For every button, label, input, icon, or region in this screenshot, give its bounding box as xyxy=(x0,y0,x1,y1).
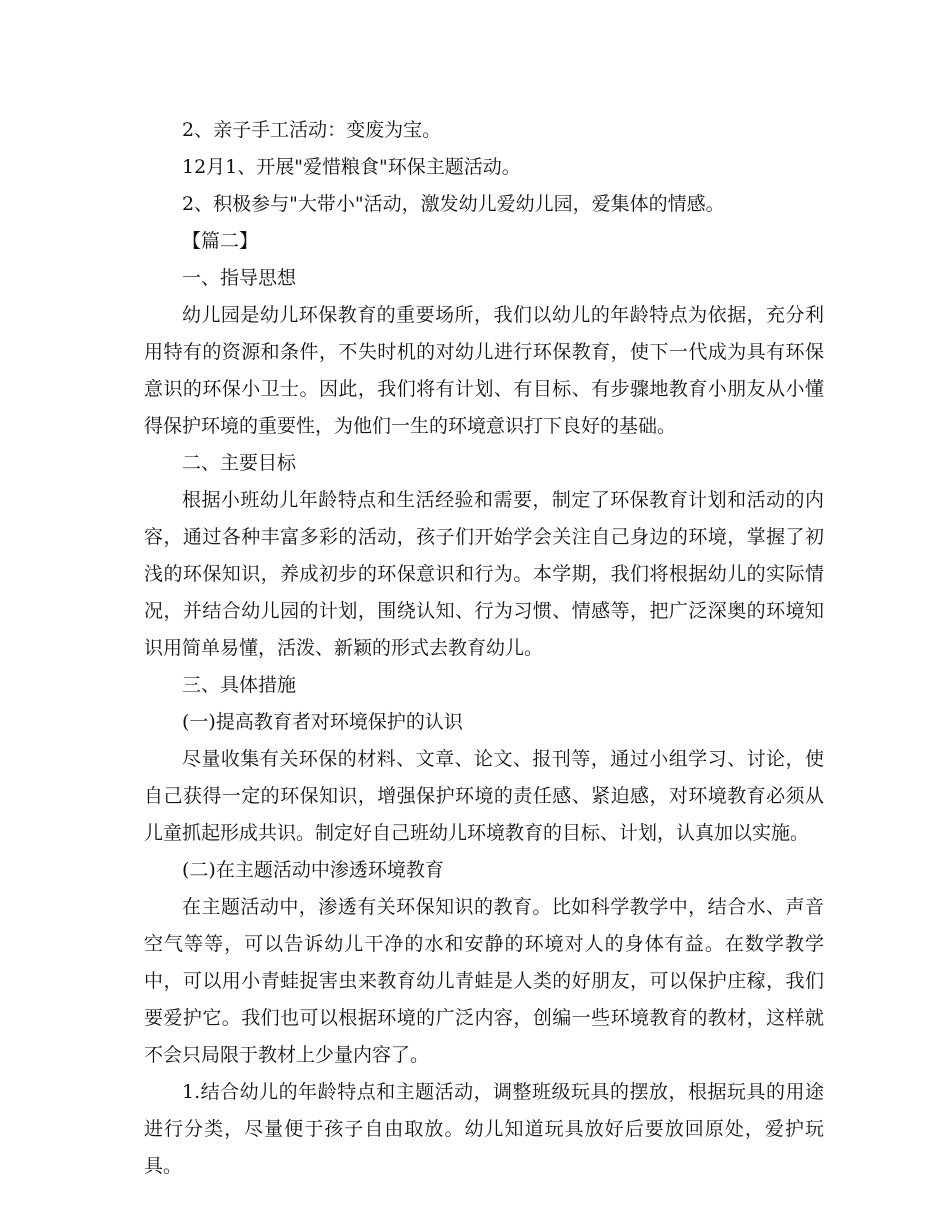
subheading-educator-awareness: (一)提高教育者对环境保护的认识 xyxy=(182,711,463,733)
paragraph-toy-arrangement: 1.结合幼儿的年龄特点和主题活动，调整班级玩具的摆放，根据玩具的用途进行分类，尽量便于孩子自由取放。幼儿知道玩具放好后要放回原处，爱护玩具。 xyxy=(144,1081,824,1177)
paragraph-guiding-ideology: 幼儿园是幼儿环保教育的重要场所，我们以幼儿的年龄特点为依据，充分利用特有的资源和条件，不失时机的对幼儿进行环保教育，使下一代成为具有环保意识的环保小卫士。因此，我们将有计划、有目标、有步骤地教育小朋友从小懂得保护环境的重要性，为他们一生的环境意识打下良好的基础。 xyxy=(144,304,824,437)
paragraph-handcraft-activity: 2、亲子手工活动：变废为宝。 xyxy=(182,119,442,141)
paragraph-theme-activities: 在主题活动中，渗透有关环保知识的教育。比如科学教学中，结合水、声音空气等等，可以告诉幼儿干净的水和安静的环境对人的身体有益。在数学教学中，可以用小青蛙捉害虫来教育幼儿青蛙是人类的好朋友，可以保护庄稼，我们要爱护它。我们也可以根据环境的广泛内容，创编一些环境教育的教材，这样就不会只局限于教材上少量内容了。 xyxy=(144,896,824,1066)
heading-guiding-ideology: 一、指导思想 xyxy=(182,267,297,289)
heading-specific-measures: 三、具体措施 xyxy=(182,674,297,696)
section-heading-part-two: 【篇二】 xyxy=(182,230,259,252)
subheading-theme-activities: (二)在主题活动中渗透环境教育 xyxy=(182,859,444,881)
paragraph-main-goals: 根据小班幼儿年龄特点和生活经验和需要，制定了环保教育计划和活动的内容，通过各种丰富多彩的活动，孩子们开始学会关注自己身边的环境，掌握了初浅的环保知识，养成初步的环保意识和行为。本学期，我们将根据幼儿的实际情况，并结合幼儿园的计划，围绕认知、行为习惯、情感等，把广泛深奥的环境知识用简单易懂，活泼、新颖的形式去教育幼儿。 xyxy=(144,489,824,659)
paragraph-educator-awareness: 尽量收集有关环保的材料、文章、论文、报刊等，通过小组学习、讨论，使自己获得一定的环保知识，增强保护环境的责任感、紧迫感，对环境教育必须从儿童抓起形成共识。制定好自己班幼儿环境教育的目标、计划，认真加以实施。 xyxy=(144,748,824,844)
document-body xyxy=(144,112,824,1185)
paragraph-december-activity: 12月1、开展"爱惜粮食"环保主题活动。 xyxy=(182,156,521,178)
paragraph-big-helps-small: 2、积极参与"大带小"活动，激发幼儿爱幼儿园，爱集体的情感。 xyxy=(182,193,725,215)
heading-main-goals: 二、主要目标 xyxy=(182,452,297,474)
